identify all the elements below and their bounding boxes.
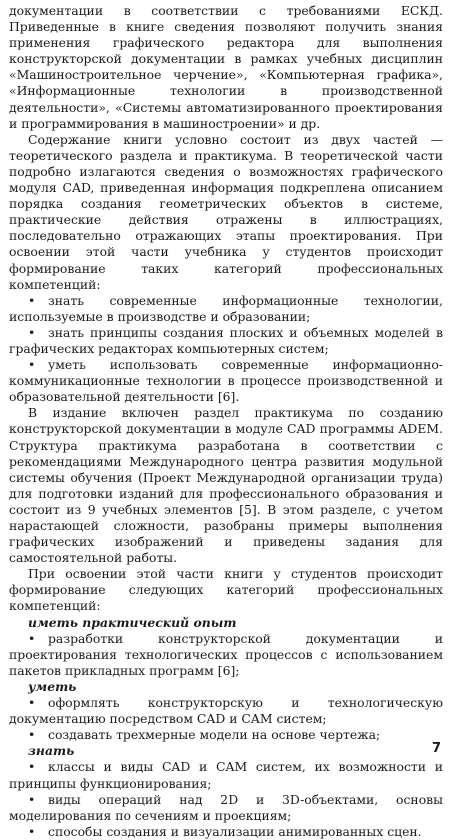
bullet-icon: • [28,727,36,743]
list-item [9,727,443,743]
bullet-icon: • [28,695,36,711]
list-item-text: уметь использовать современные информационно-коммуникационные технологии в процессе производственной и образовательной деятельности [6]. [9,357,443,405]
paragraph-competencies-intro: При освоении этой части книги у студентов происходит формирование следующих категорий профессиональных компетенций: [9,566,443,614]
subheading-skills: уметь [28,678,77,694]
page-body [9,3,443,840]
bullet-icon: • [28,324,36,340]
bullet-icon: • [28,823,36,839]
bullet-icon: • [28,292,36,308]
list-item [9,357,443,405]
bullet-icon: • [28,630,36,646]
bullet-icon: • [28,791,36,807]
list-item-text: знать принципы создания плоских и объемных моделей в графических редакторах компьютерных систем; [9,324,443,356]
subheading-practical-experience: иметь практический опыт [28,614,237,630]
list-item [9,325,443,357]
bullet-icon: • [28,759,36,775]
page-number: 7 [431,741,441,756]
list-item [9,293,443,325]
list-item [9,824,443,840]
paragraph-intro-continued: документации в соответствии с требованиями ЕСКД. Приведенные в книге сведения позволяют получить знания применения графического редактора для выполнения конструкторской документации в рамках учебных дисциплин «Машиностроительное черчение», «Компьютерная графика», «Информационные технологии в производственной деятельности», «Системы автоматизированного проектирования и программирования в машиностроении» и др. [9,3,443,131]
list-item [9,759,443,791]
list-item [9,695,443,727]
list-item-text: оформлять конструкторскую и технологическую документацию посредством CAD и CAM систем; [9,695,443,727]
subheading-knowledge: знать [28,743,75,759]
list-item-text: способы создания и визуализации анимированных сцен. [48,823,422,839]
list-item-text: знать современные информационные технологии, используемые в производстве и образовании; [9,292,443,324]
list-item [9,792,443,824]
list-item-text: виды операций над 2D и 3D-объектами, основы моделирования по сечениям и проекциям; [9,791,443,823]
list-item-text: создавать трехмерные модели на основе чертежа; [48,727,381,743]
bullet-icon: • [28,357,36,373]
list-item [9,631,443,679]
list-item-text: разработки конструкторской документации и проектирования технологических процессов с использованием пакетов прикладных программ [6]; [9,630,443,678]
paragraph-practicum: В издание включен раздел практикума по созданию конструкторской документации в модуле CAD программы ADEM. Структура практикума разработана в соответствии с рекомендациями Международного центра развития модульной системы обучения (Проект Международной организации труда) для подготовки изданий для профессионального образования и состоит из 9 учебных элементов [5]. В этом разделе, с учетом нарастающей сложности, разобраны примеры выполнения графических изображений и приведены задания для самостоятельной работы. [9,405,443,566]
list-item-text: классы и виды CAD и CAM систем, их возможности и принципы функционирования; [9,759,443,791]
paragraph-book-structure: Содержание книги условно состоит из двух частей — теоретического раздела и практикума. В теоретической части подробно излагаются сведения о возможностях графического модуля CAD, приведенная информация подкреплена описанием порядка создания геометрических объектов в системе, практические действия отражены в иллюстрациях, последовательно отражающих этапы проектирования. При освоении этой части учебника у студентов происходит формирование таких категорий профессиональных компетенций: [9,131,443,292]
